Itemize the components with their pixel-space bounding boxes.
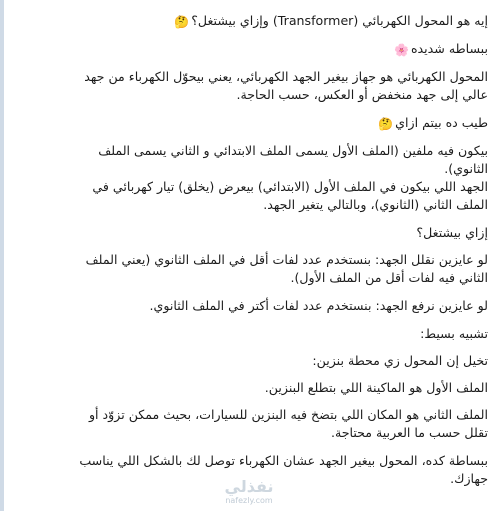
- paragraph-line: [10, 12, 488, 31]
- paragraph-line: [10, 424, 488, 442]
- paragraph-text: إزاي بيشتغل؟: [416, 225, 488, 240]
- paragraph-text: ببساطة كده، المحول بيغير الجهد عشان الكهرباء توصل لك بالشكل اللي يناسب: [79, 453, 488, 468]
- article-paragraph: [10, 114, 488, 133]
- paragraph-line: [10, 406, 488, 424]
- paragraph-line: [10, 379, 488, 397]
- paragraph-line: [10, 86, 488, 104]
- paragraph-line: [10, 297, 488, 315]
- paragraph-text: الجهد اللي بيكون في الملف الأول (الابتدائي) بيعرض (يخلق) تيار كهربائي في: [92, 179, 488, 194]
- article-paragraph: [10, 12, 488, 31]
- article-paragraph: [10, 224, 488, 242]
- paragraph-line: [10, 251, 488, 269]
- paragraph-text: الملف الأول هو الماكينة اللي بتطلع البنزين.: [264, 380, 488, 395]
- thinking-face-icon: 🤔: [174, 15, 190, 29]
- paragraph-text: الملف الثاني (الثانوي)، وبالتالي يتغير الجهد.: [263, 197, 488, 212]
- article-paragraph: [10, 251, 488, 287]
- article-paragraph: [10, 325, 488, 343]
- article-paragraph: [10, 406, 488, 442]
- paragraph-text: تقلل حسب ما العربية محتاجة.: [330, 425, 488, 440]
- paragraph-text: لو عايزين نرفع الجهد: بنستخدم عدد لفات أكتر في الملف الثانوي.: [149, 298, 488, 313]
- paragraph-text: الثاني فيه لفات أقل من الملف الأول).: [290, 270, 488, 285]
- nafezly-watermark: [219, 478, 279, 510]
- paragraph-text: الثانوي).: [444, 161, 488, 176]
- paragraph-line: [10, 325, 488, 343]
- paragraph-text: تخيل إن المحول زي محطة بنزين:: [312, 353, 488, 368]
- article-paragraph: [10, 352, 488, 370]
- paragraph-text: الملف الثاني هو المكان اللي بتضخ فيه البنزين للسيارات، بحيث ممكن تزوّد أو: [88, 407, 488, 422]
- article-paragraph: [10, 379, 488, 397]
- paragraph-line: [10, 114, 488, 133]
- paragraph-line: [10, 68, 488, 86]
- article-paragraph: [10, 142, 488, 214]
- paragraph-text: عالي إلى جهد منخفض أو العكس، حسب الحاجة.: [236, 87, 488, 102]
- paragraph-line: [10, 142, 488, 160]
- watermark-logo-text: نفذلي: [224, 477, 274, 496]
- paragraph-text: تشبيه بسيط:: [420, 326, 488, 341]
- paragraph-line: [10, 178, 488, 196]
- thinking-face-icon: 🤔: [378, 117, 394, 131]
- paragraph-line: [10, 269, 488, 287]
- flower-icon: 🌸: [394, 43, 409, 57]
- paragraph-line: [10, 160, 488, 178]
- paragraph-text: المحول الكهربائي هو جهاز بيغير الجهد الكهربائي، يعني بيحوّل الكهرباء من جهد: [84, 69, 488, 84]
- paragraph-line: [10, 352, 488, 370]
- paragraph-text: ببساطه شديده: [410, 41, 488, 56]
- paragraph-line: [10, 196, 488, 214]
- article-paragraph: [10, 68, 488, 104]
- paragraph-text: لو عايزين نقلل الجهد: بنستخدم عدد لفات أقل في الملف الثانوي (يعني الملف: [85, 252, 488, 267]
- paragraph-line: [10, 40, 488, 59]
- paragraph-text: جهازك.: [450, 471, 488, 486]
- paragraph-text: إيه هو المحول الكهربائي (Transformer) وإزاي بيشتغل؟: [191, 13, 488, 28]
- paragraph-text: بيكون فيه ملفين (الملف الأول يسمى الملف الابتدائي و الثاني يسمى الملف: [98, 143, 488, 158]
- paragraph-text: طيب ده بيتم ازاي: [395, 115, 488, 130]
- article-paragraph: [10, 297, 488, 315]
- article-paragraph: [10, 40, 488, 59]
- paragraph-line: [10, 224, 488, 242]
- paragraph-line: [10, 452, 488, 470]
- watermark-url: nafezly.com: [225, 496, 273, 505]
